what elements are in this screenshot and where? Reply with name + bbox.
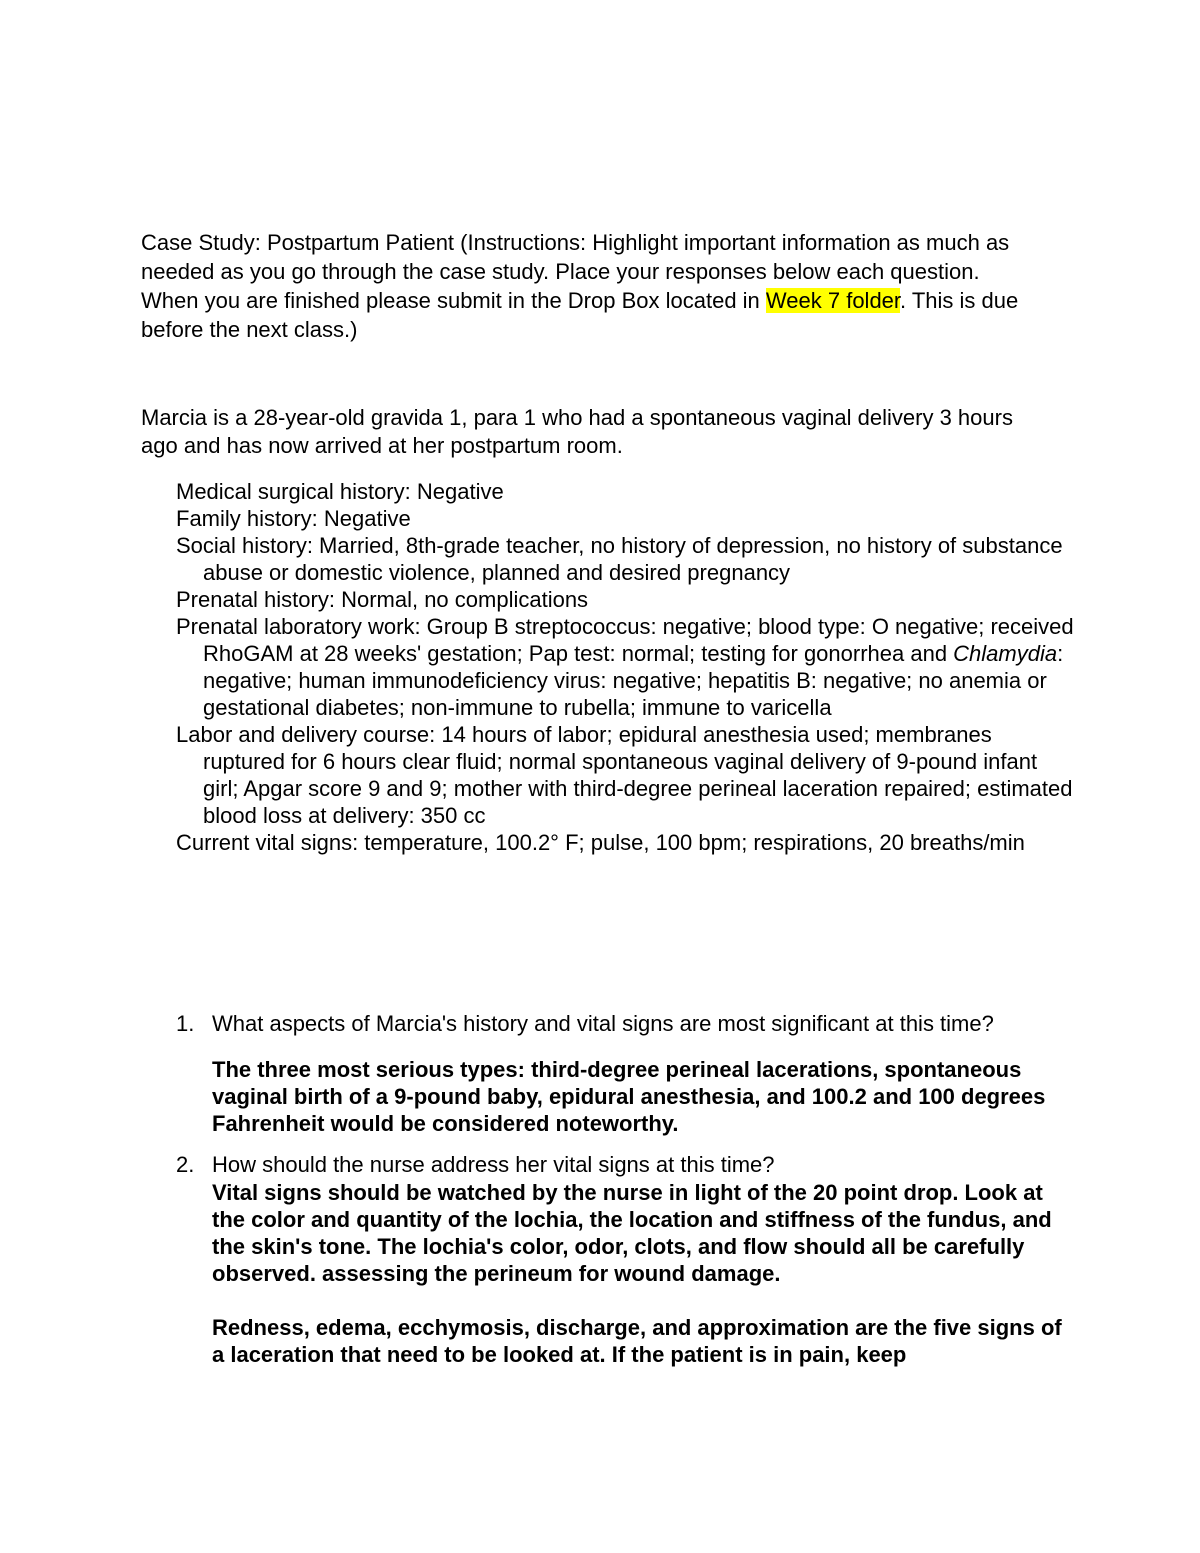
question-number: 1.: [176, 1011, 195, 1036]
question-1: [176, 1010, 1076, 1038]
patient-history-list: [176, 478, 1076, 856]
instructions-paragraph: [141, 228, 1021, 344]
question-2: [176, 1151, 1076, 1179]
social-history: Social history: Married, 8th-grade teacher, no history of depression, no history of substance abuse or domestic violence, planned and desired pregnancy: [176, 533, 1063, 585]
lab-text-end: : negative; human immunodeficiency virus: negative; hepatitis B: negative; no anemia or gestational diabetes; non-immune to rubella; immune to varicella: [203, 641, 1064, 720]
medical-surgical-history: Medical surgical history: Negative: [176, 479, 504, 504]
answer-1: The three most serious types: third-degree perineal lacerations, spontaneous vaginal birth of a 9-pound baby, epidural anesthesia, and 100.2 and 100 degrees Fahrenheit would be considered noteworthy.: [212, 1057, 1046, 1136]
answer-2: Vital signs should be watched by the nurse in light of the 20 point drop. Look at the color and quantity of the lochia, the location and stiffness of the fundus, and the skin's tone. The lochia's color, odor, clots, and flow should all be carefully observed. assessing the perineum for wound damage.: [212, 1180, 1052, 1286]
patient-intro: Marcia is a 28-year-old gravida 1, para 1 who had a spontaneous vaginal delivery 3 hours ago and has now arrived at her postpartum room.: [141, 405, 1013, 458]
questions-section: [176, 1010, 1076, 1368]
lab-text: Prenatal laboratory work: Group B streptococcus: negative; blood type: O negative; received RhoGAM at 28 weeks' gestation; Pap test: normal; testing for gonorrhea and: [176, 614, 1074, 666]
highlighted-folder-text: Week 7 folder: [765, 288, 901, 313]
family-history: Family history: Negative: [176, 506, 411, 531]
question-text: How should the nurse address her vital signs at this time?: [212, 1152, 775, 1177]
labor-delivery-course: Labor and delivery course: 14 hours of labor; epidural anesthesia used; membranes ruptured for 6 hours clear fluid; normal spontaneous vaginal delivery of 9-pound infant girl; Apgar score 9 and 9; mother with third-degree perineal laceration repaired; estimated blood loss at delivery: 350 cc: [176, 722, 1073, 828]
current-vital-signs: Current vital signs: temperature, 100.2° F; pulse, 100 bpm; respirations, 20 breaths/min: [176, 830, 1025, 855]
prenatal-history: Prenatal history: Normal, no complications: [176, 587, 589, 612]
question-number: 2.: [176, 1152, 195, 1177]
instructions-text: Case Study: Postpartum Patient (Instructions: Highlight important information as much as needed as you go through the case study. Place your responses below each question. When you are finished please submit in the Drop Box located in: [141, 230, 1010, 313]
question-text: What aspects of Marcia's history and vital signs are most significant at this time?: [212, 1011, 994, 1036]
instructions-text-end: . This is due before the next class.): [141, 288, 1019, 342]
lab-italic-term: Chlamydia: [953, 641, 1058, 666]
prenatal-lab-work: [176, 613, 1076, 721]
answer-2-continued: Redness, edema, ecchymosis, discharge, and approximation are the five signs of a laceration that need to be looked at. If the patient is in pain, keep: [212, 1315, 1062, 1367]
